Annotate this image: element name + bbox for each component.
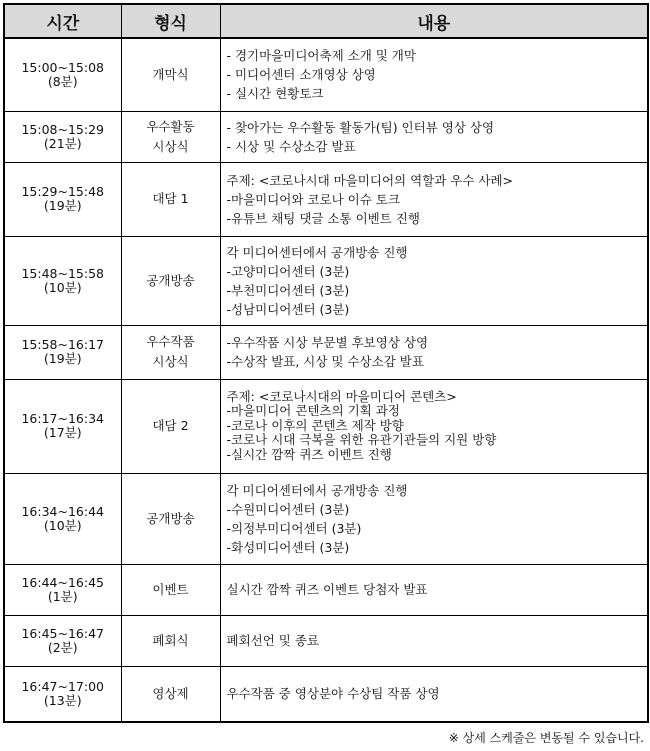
time-range: 16:44~16:45: [21, 574, 105, 590]
content-line: -유튜브 채팅 댓글 소통 이벤트 진행: [226, 210, 420, 226]
content-line: 각 미디어센터에서 공개방송 진행: [226, 482, 408, 498]
content-line: -코로나 이후의 콘텐츠 제작 방향: [226, 417, 404, 433]
duration: (10분): [43, 279, 82, 295]
schedule-row: [4, 666, 648, 722]
time-range: 16:17~16:34: [21, 411, 105, 426]
content-line: -코로나 시대 극복을 위한 유관기관들의 지원 방향: [226, 432, 497, 448]
duration: (19분): [43, 198, 82, 213]
format-cell: [121, 236, 220, 325]
content-line: 실시간 깜짝 퀴즈 이벤트 당첨자 발표: [226, 582, 428, 597]
content-line: -고양미디어센터 (3분): [226, 263, 350, 279]
content-line: - 경기마을미디어축제 소개 및 개막: [226, 48, 416, 64]
content-line: -화성미디어센터 (3분): [226, 539, 350, 555]
header-content: 내용: [220, 4, 648, 38]
content-line: -부천미디어센터 (3분): [226, 282, 350, 298]
format-label: 시상식: [152, 138, 189, 154]
time-range: 15:00~15:08: [21, 59, 105, 75]
format-label: 개막식: [152, 66, 189, 82]
content-cell: [220, 564, 648, 615]
format-label: 우수활동: [146, 118, 195, 134]
format-label: 공개방송: [146, 272, 195, 288]
format-cell: [121, 38, 220, 111]
duration: (13분): [43, 692, 82, 708]
duration: (19분): [43, 351, 82, 366]
time-cell: [4, 615, 121, 666]
content-line: - 찾아가는 우수활동 활동가(팀) 인터뷰 영상 상영: [226, 119, 495, 135]
format-label: 대담 2: [152, 418, 189, 433]
time-range: 16:47~17:00: [21, 678, 105, 694]
format-label: 대담 1: [152, 191, 189, 206]
content-cell: [220, 38, 648, 111]
content-line: - 미디어센터 소개영상 상영: [226, 67, 376, 83]
header-format: 형식: [121, 4, 220, 38]
schedule-body: [4, 38, 648, 722]
schedule-row: [4, 379, 648, 473]
format-label: 폐회식: [152, 632, 189, 648]
time-cell: [4, 162, 121, 236]
content-cell: [220, 666, 648, 722]
content-line: 주제: <코로나시대 마을미디어의 역할과 우수 사례>: [226, 172, 514, 188]
schedule-note: ※ 상세 스케줄은 변동될 수 있습니다.: [448, 731, 644, 745]
duration: (10분): [43, 517, 82, 533]
format-label: 영상제: [152, 685, 189, 701]
format-cell: [121, 325, 220, 379]
duration: (21분): [43, 135, 82, 151]
schedule-row: [4, 38, 648, 111]
format-label: 시상식: [152, 354, 189, 369]
schedule-row: [4, 162, 648, 236]
content-line: -의정부미디어센터 (3분): [226, 520, 362, 536]
header-time: 시간: [4, 4, 121, 38]
format-cell: [121, 666, 220, 722]
duration: (8분): [47, 73, 78, 89]
content-cell: [220, 236, 648, 325]
format-label: 공개방송: [146, 510, 195, 526]
schedule-table: [3, 3, 649, 723]
time-cell: [4, 236, 121, 325]
format-cell: [121, 564, 220, 615]
format-cell: [121, 111, 220, 162]
time-range: 15:48~15:58: [21, 265, 105, 281]
content-cell: [220, 111, 648, 162]
time-range: 16:45~16:47: [21, 625, 105, 641]
schedule-row: [4, 615, 648, 666]
time-cell: [4, 666, 121, 722]
content-cell: [220, 615, 648, 666]
content-cell: [220, 325, 648, 379]
time-cell: [4, 564, 121, 615]
duration: (17분): [43, 425, 82, 440]
time-cell: [4, 111, 121, 162]
schedule-row: [4, 236, 648, 325]
time-cell: [4, 38, 121, 111]
content-line: -실시간 깜짝 퀴즈 이벤트 진행: [226, 446, 392, 462]
time-range: 15:29~15:48: [21, 184, 105, 199]
schedule-row: [4, 473, 648, 564]
content-line: -성남미디어센터 (3분): [226, 301, 350, 317]
content-line: 폐회선언 및 종료: [226, 633, 319, 648]
format-label: 이벤트: [152, 581, 189, 597]
content-line: -우수작품 시상 부문별 후보영상 상영: [226, 335, 429, 350]
format-cell: [121, 615, 220, 666]
time-range: 15:58~16:17: [21, 337, 105, 352]
time-cell: [4, 473, 121, 564]
time-cell: [4, 325, 121, 379]
content-line: -수원미디어센터 (3분): [226, 501, 350, 517]
content-line: - 시상 및 수상소감 발표: [226, 138, 356, 154]
format-cell: [121, 162, 220, 236]
duration: (1분): [47, 588, 78, 604]
time-range: 16:34~16:44: [21, 503, 105, 519]
time-cell: [4, 379, 121, 473]
content-line: -마을미디어 콘텐츠의 기획 과정: [226, 403, 400, 419]
content-cell: [220, 162, 648, 236]
schedule-row: [4, 325, 648, 379]
schedule-row: [4, 111, 648, 162]
format-cell: [121, 473, 220, 564]
format-cell: [121, 379, 220, 473]
duration: (2분): [47, 639, 78, 655]
content-line: -마을미디어와 코로나 이슈 토크: [226, 191, 400, 207]
content-line: 각 미디어센터에서 공개방송 진행: [226, 244, 408, 260]
content-cell: [220, 473, 648, 564]
content-line: 우수작품 중 영상분야 수상팀 작품 상영: [226, 686, 440, 702]
header-row: [4, 4, 648, 38]
content-cell: [220, 379, 648, 473]
content-line: 주제: <코로나시대의 마을미디어 콘텐츠>: [226, 388, 457, 404]
time-range: 15:08~15:29: [21, 121, 105, 137]
content-line: - 실시간 현황토크: [226, 86, 324, 102]
schedule-row: [4, 564, 648, 615]
format-label: 우수작품: [146, 334, 195, 349]
content-line: -수상작 발표, 시상 및 수상소감 발표: [226, 354, 424, 369]
